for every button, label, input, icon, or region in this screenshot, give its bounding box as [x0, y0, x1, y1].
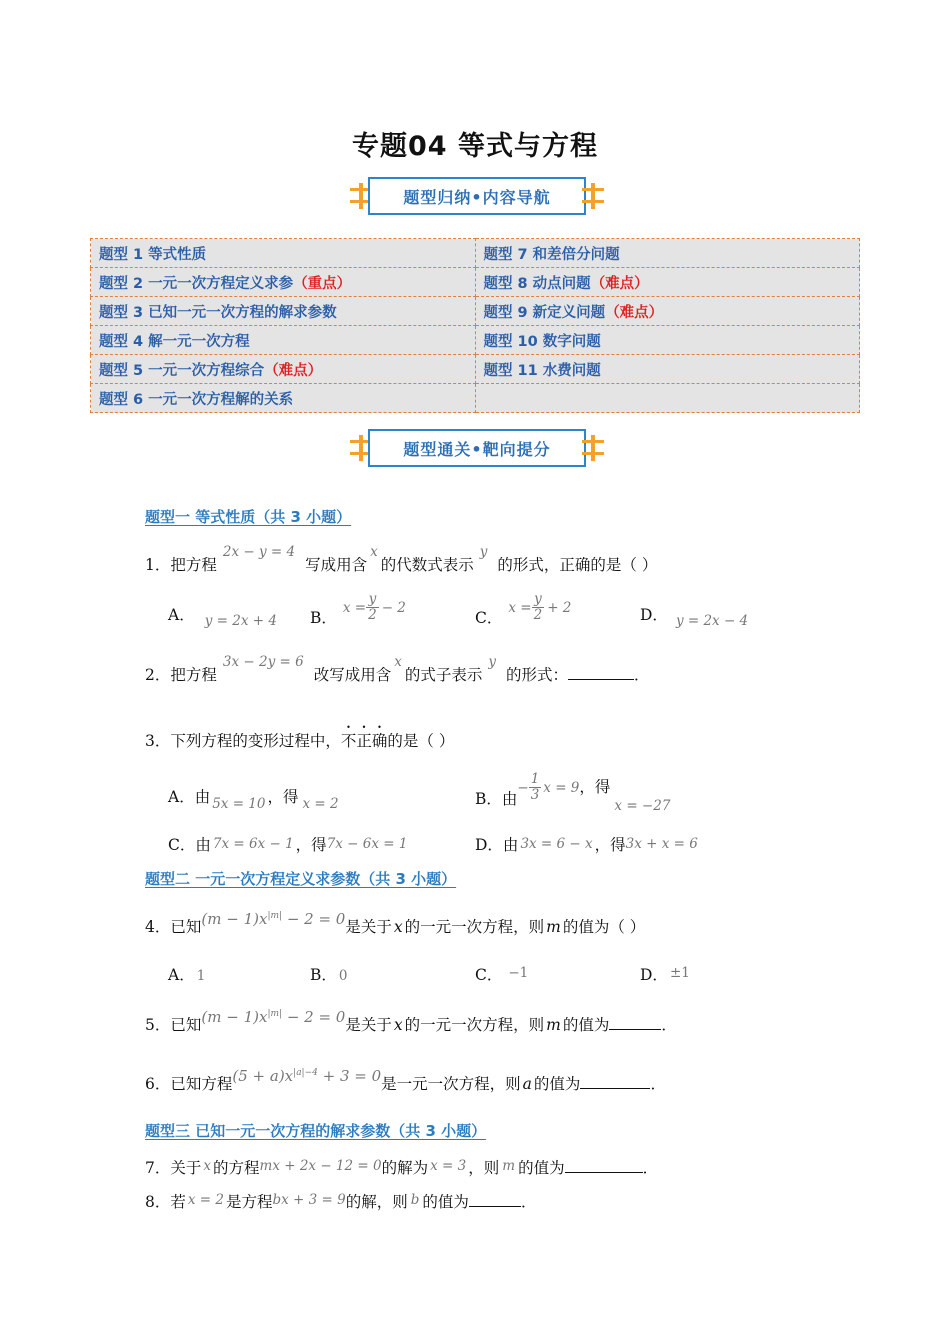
toc-item-label: 题型 11 水费问题 — [483, 362, 601, 379]
toc-item-label: 题型 10 数字问题 — [483, 333, 601, 350]
q3-option-a[interactable]: A．由 5x = 10 ，得 x = 2 — [168, 788, 339, 812]
banner-content-nav — [350, 177, 604, 215]
q3-option-d[interactable]: D．由 3x = 6 − x ，得3x + x = 6 — [475, 836, 698, 854]
toc-item-tag: （难点） — [605, 304, 664, 321]
answer-blank[interactable] — [469, 1206, 521, 1207]
toc-row — [91, 239, 860, 268]
question-4: 4．已知$(m - 1)x^{|m|} - 2 = 0$是关于 x 的一元一次方程，则 m 的值为（ ） — [145, 910, 646, 936]
toc-item[interactable] — [475, 326, 860, 355]
page-title: 专题04 等式与方程 — [352, 131, 598, 162]
answer-blank[interactable] — [565, 1172, 643, 1173]
banner-label: 题型通关•靶向提分 — [368, 429, 586, 467]
toc-item[interactable] — [91, 355, 476, 384]
q4-option-b[interactable]: B． 0 — [310, 966, 348, 984]
q1-option-b[interactable]: B．x = $\frac{y}{2}$ − 2 — [310, 591, 406, 627]
question-2: 2．把方程3x − 2y = 6改写成用含x的式子表示y的形式： ． — [145, 654, 650, 684]
banner-practice — [350, 429, 604, 467]
toc-item-tag: （难点） — [264, 362, 323, 379]
q1-option-a[interactable]: A． y = 2x + 4 — [168, 606, 277, 629]
q1-option-c[interactable]: C．x = $\frac{y}{2}$ + 2 — [475, 591, 572, 627]
section-heading-3: 题型三 已知一元一次方程的解求参数（共 3 小题） — [145, 1122, 487, 1140]
toc-row — [91, 384, 860, 413]
toc-item-label: 题型 7 和差倍分问题 — [483, 246, 620, 263]
toc-item — [475, 384, 860, 413]
toc-item-label: 题型 9 新定义问题 — [483, 304, 606, 321]
q3-option-b[interactable]: B．由− $\frac{1}{3}$ x = 9，得x = −27 — [475, 771, 671, 814]
q4-option-a[interactable]: A． 1 — [168, 966, 206, 984]
q1-option-d[interactable]: D． y = 2x − 4 — [640, 606, 749, 629]
answer-blank[interactable] — [568, 679, 634, 680]
toc-item[interactable] — [91, 268, 476, 297]
toc-item-tag: （重点） — [293, 275, 352, 292]
q3-option-c[interactable]: C．由 7x = 6x − 1 ，得7x − 6x = 1 — [168, 836, 408, 854]
toc-item-label: 题型 3 已知一元一次方程的解求参数 — [99, 304, 337, 321]
question-1: 1．把方程2x − y = 4写成用含x的代数式表示y的形式，正确的是（ ） — [145, 544, 658, 574]
toc-table — [90, 238, 860, 413]
toc-item[interactable] — [91, 297, 476, 326]
toc-item[interactable] — [475, 268, 860, 297]
toc-item-tag: （难点） — [590, 275, 649, 292]
q4-option-c[interactable]: C． −1 — [475, 965, 529, 984]
toc-item-label: 题型 4 解一元一次方程 — [99, 333, 250, 350]
question-7: 7．关于 x 的方程mx + 2x − 12 = 0的解为 x = 3 ，则 m 的值为 ． — [145, 1158, 659, 1177]
equals-ornament-icon — [582, 183, 604, 209]
toc-row — [91, 297, 860, 326]
toc-item[interactable] — [91, 384, 476, 413]
toc-item[interactable] — [91, 239, 476, 268]
question-5: 5．已知$(m - 1)x^{|m|} - 2 = 0$是关于 x 的一元一次方程，则 m 的值为 ． — [145, 1008, 677, 1034]
answer-blank[interactable] — [609, 1029, 661, 1030]
toc-item-label: 题型 2 一元一次方程定义求参 — [99, 275, 294, 292]
toc-item-label: 题型 6 一元一次方程解的关系 — [99, 391, 294, 408]
toc-item[interactable] — [91, 326, 476, 355]
toc-item[interactable] — [475, 297, 860, 326]
toc-row — [91, 268, 860, 297]
toc-item-label: 题型 1 等式性质 — [99, 246, 207, 263]
equals-ornament-icon — [582, 435, 604, 461]
section-heading-1: 题型一 等式性质（共 3 小题） — [145, 508, 352, 526]
q4-option-d[interactable]: D． ±1 — [640, 965, 690, 984]
toc-row — [91, 326, 860, 355]
question-6: 6．已知方程$(5 + a)x^{|a|-4} + 3 = 0$是一元一次方程，则 a 的值为 ． — [145, 1067, 666, 1093]
question-3: 3．下列方程的变形过程中，不正确的是（ ） — [145, 732, 455, 750]
toc-item[interactable] — [475, 355, 860, 384]
toc-item[interactable] — [475, 239, 860, 268]
toc-item-label: 题型 8 动点问题 — [483, 275, 591, 292]
toc-row — [91, 355, 860, 384]
banner-label: 题型归纳•内容导航 — [368, 177, 586, 215]
question-8: 8．若 x = 2 是方程bx + 3 = 9的解，则 b 的值为 ． — [145, 1192, 537, 1211]
answer-blank[interactable] — [580, 1088, 650, 1089]
section-heading-2: 题型二 一元一次方程定义求参数（共 3 小题） — [145, 870, 457, 888]
toc-item-label: 题型 5 一元一次方程综合 — [99, 362, 265, 379]
